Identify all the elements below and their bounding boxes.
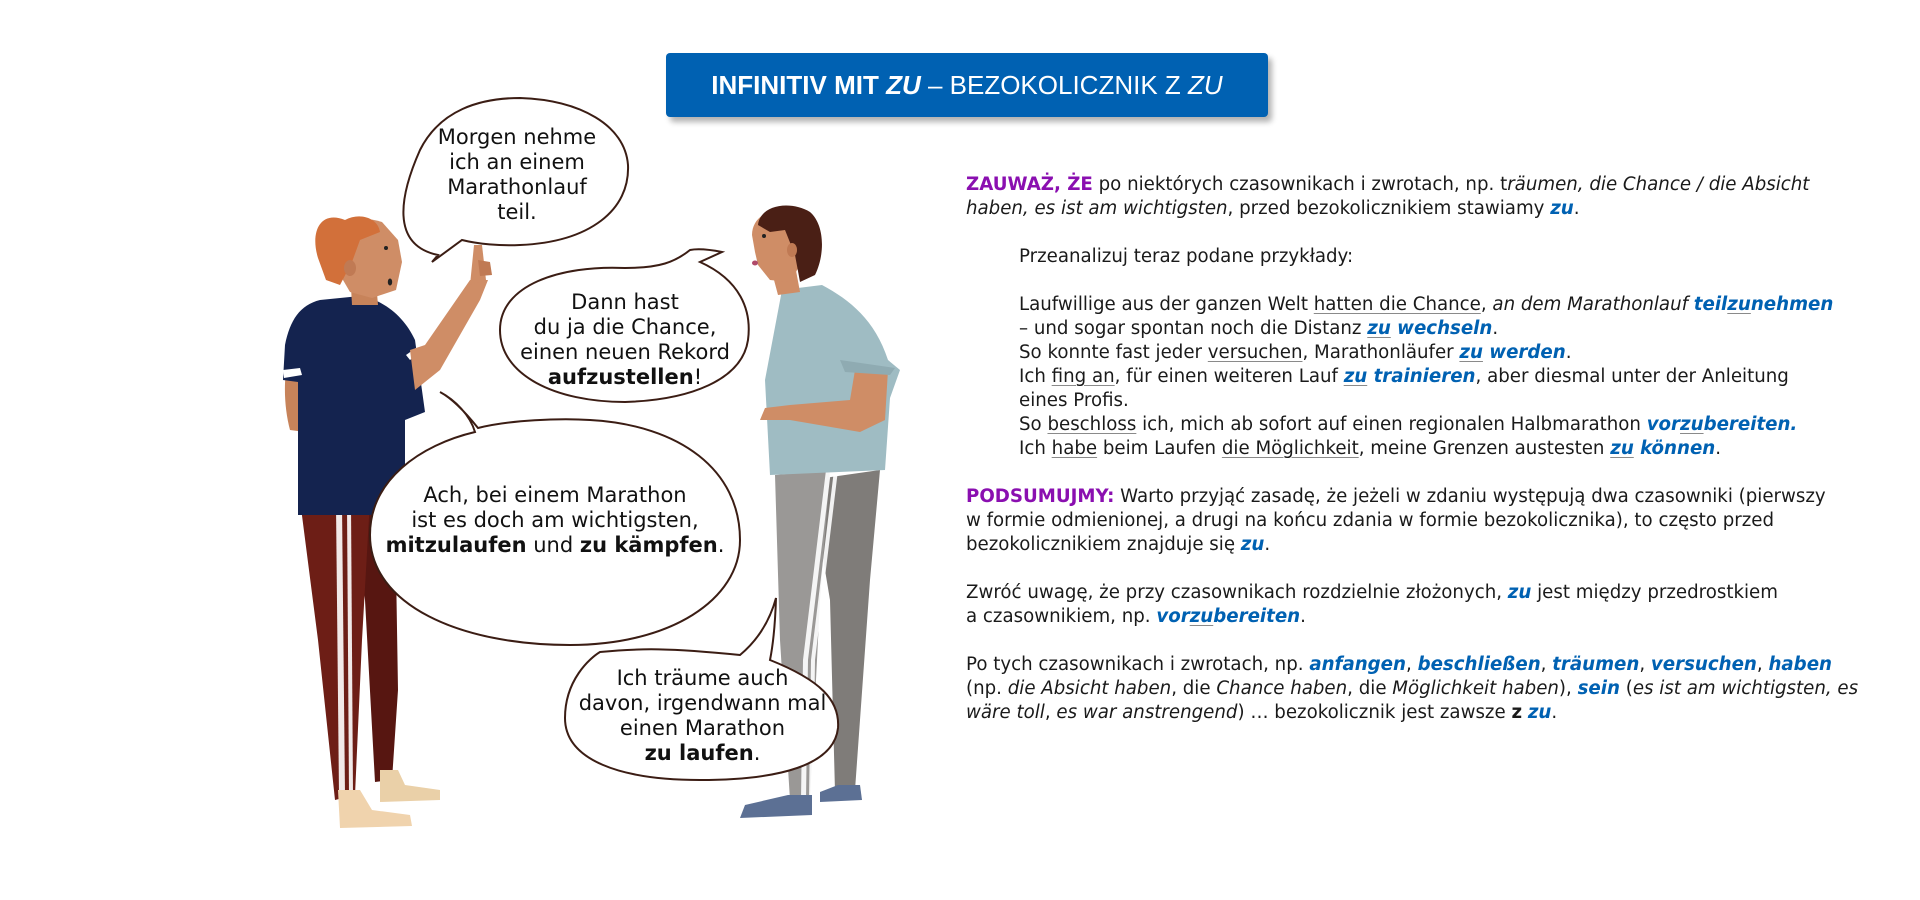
text-run: , (1639, 654, 1651, 675)
instruction-paragraph (966, 245, 1846, 269)
zu-particle: zu (1727, 294, 1751, 315)
text-run: . (1264, 534, 1271, 555)
text-run: Po tych czasownikach i zwrotach, np. (966, 654, 1310, 675)
underlined-verb: hatten die Chance (1313, 294, 1481, 315)
infinitive-highlight: sein (1577, 678, 1620, 699)
speech-bubble-2 (505, 282, 745, 397)
separable-verbs-paragraph (966, 581, 1846, 629)
bubble-line (520, 340, 730, 365)
italic-phrase: Chance haben (1216, 678, 1348, 699)
infinitive-highlight: wechseln (1390, 318, 1493, 339)
text-run: a czasownikiem, np. (966, 606, 1157, 627)
text-run: , aber diesmal unter der Anleitung (1475, 366, 1789, 387)
text-run: So konnte fast jeder (1019, 342, 1208, 363)
text-run: po niektórych czasownikach i zwrotach, np. t (1092, 174, 1508, 195)
bubble-text: ist es doch am wichtigsten, (411, 507, 699, 532)
text-line (1019, 389, 1846, 413)
text-run: ) … bezokolicznik jest zawsze (1237, 702, 1512, 723)
text-line (1019, 293, 1846, 317)
text-run: Przeanalizuj teraz podane przykłady: (1019, 246, 1354, 267)
infinitive-highlight: träumen (1552, 654, 1640, 675)
text-line (966, 677, 1859, 701)
text-run: Laufwillige aus der ganzen Welt (1019, 294, 1314, 315)
text-run: , die (1171, 678, 1217, 699)
text-line (966, 533, 1846, 557)
text-line (966, 653, 1846, 677)
text-run: , (1480, 294, 1493, 315)
text-run: , przed bezokolicznikiem stawiamy (1227, 198, 1551, 219)
bubble-text: . (717, 532, 725, 557)
text-run: Zwróć uwagę, że przy czasownikach rozdzielnie złożonych, (966, 582, 1508, 603)
bubble-text: ich an einem (449, 150, 585, 174)
infinitive-highlight: zu (1527, 702, 1552, 723)
text-run: Warto przyjąć zasadę, że jeżeli w zdaniu występują dwa czasowniki (pierwszy (1114, 486, 1826, 507)
bubble-text: Morgen nehme (437, 125, 597, 149)
bubble-text: Marathonlauf (447, 175, 587, 199)
text-run: . (1573, 198, 1580, 219)
bubble-line (520, 315, 730, 340)
bubble-text: du ja die Chance, (533, 314, 717, 339)
text-line (966, 581, 1846, 605)
bubble-text: Ich träume auch (616, 665, 789, 690)
bubble-line (579, 741, 827, 766)
text-run: , (1405, 654, 1418, 675)
text-run: , (1044, 702, 1057, 723)
underlined-verb: beschloss (1047, 414, 1137, 435)
italic-phrase: räumen, die Chance / die Absicht (1507, 174, 1810, 195)
infinitive-highlight: vor (1646, 414, 1681, 435)
infinitive-highlight: zu (1240, 534, 1265, 555)
bubble-emphasis: zu laufen (644, 740, 754, 765)
bubble-line (386, 483, 725, 508)
bubble-text: ! (693, 364, 703, 389)
text-run: Ich (1019, 438, 1052, 459)
text-run: eines Profis. (1019, 390, 1129, 411)
text-run: ), (1558, 678, 1578, 699)
bubble-text: und (526, 532, 580, 557)
infinitive-highlight: bereiten (1213, 606, 1301, 627)
infinitive-highlight: bereiten. (1703, 414, 1798, 435)
infinitive-highlight: werden (1482, 342, 1566, 363)
bubble-line (520, 365, 730, 390)
bubble-4-text (579, 666, 827, 766)
bubble-2-text (520, 290, 730, 390)
text-line (966, 173, 1846, 197)
text-line (1019, 317, 1846, 341)
text-run: , Marathonläufer (1302, 342, 1460, 363)
text-line (1019, 341, 1846, 365)
title-part-bezokolicznik: – BEZOKOLICZNIK Z (920, 69, 1189, 100)
zu-particle: zu (1189, 606, 1214, 627)
highlight-label: ZAUWAŻ, ŻE (966, 174, 1093, 195)
text-run: . (1300, 606, 1306, 627)
infinitive-highlight: nehmen (1750, 294, 1834, 315)
infinitive-highlight: zu (1550, 198, 1574, 219)
bubble-line (520, 290, 730, 315)
bubble-line (386, 508, 725, 533)
bubble-line (438, 125, 596, 150)
explanation-text (966, 173, 1859, 749)
text-line (966, 509, 1846, 533)
italic-phrase: Möglichkeit haben (1392, 678, 1559, 699)
infinitive-highlight: anfangen (1309, 654, 1406, 675)
italic-phrase: es ist am wichtigsten, es (1632, 678, 1859, 699)
text-line (966, 701, 1846, 725)
bubble-line (438, 175, 596, 200)
bubble-text: davon, irgendwann mal (578, 690, 827, 715)
underlined-verb: fing an (1051, 366, 1115, 387)
zu-particle: zu (1459, 342, 1483, 363)
text-run: Ich (1019, 366, 1052, 387)
text-run: . (1565, 342, 1572, 363)
text-run: beim Laufen (1097, 438, 1222, 459)
text-line (1019, 413, 1846, 437)
italic-phrase: es war anstrengend (1056, 702, 1238, 723)
note-paragraph (966, 173, 1846, 221)
speech-bubble-3 (375, 470, 735, 570)
text-run: w formie odmienionej, a drugi na końcu zdania w formie bezokolicznika), to często przed (966, 510, 1775, 531)
bubble-text: einen neuen Rekord (520, 339, 730, 364)
underlined-verb: die Möglichkeit (1221, 438, 1359, 459)
bubble-3-text (386, 483, 725, 558)
infinitive-highlight: teil (1693, 294, 1728, 315)
text-run: – und sogar spontan noch die Distanz (1019, 318, 1368, 339)
infinitive-highlight: trainieren (1367, 366, 1476, 387)
italic-phrase: an dem Marathonlauf (1492, 294, 1694, 315)
bold-text: z (1511, 702, 1523, 723)
bubble-line (438, 150, 596, 175)
bubble-text: Dann hast (571, 289, 679, 314)
text-run: ( (1619, 678, 1633, 699)
text-line (1019, 245, 1846, 269)
bubble-emphasis: mitzulaufen (385, 532, 527, 557)
bubble-line (386, 533, 725, 558)
highlight-label: PODSUMUJMY: (966, 486, 1115, 507)
text-run: jest między przedrostkiem (1531, 582, 1778, 603)
text-run: , (1756, 654, 1769, 675)
bubble-line (579, 666, 827, 691)
infinitive-highlight: können (1633, 438, 1716, 459)
text-run: . (1492, 318, 1499, 339)
underlined-verb: versuchen (1207, 342, 1303, 363)
bubble-line (438, 200, 596, 225)
text-run: , meine Grenzen austesten (1358, 438, 1611, 459)
zu-particle: zu (1367, 318, 1391, 339)
dialogue-illustration (0, 0, 940, 900)
text-line (966, 485, 1846, 509)
text-line (966, 197, 1846, 221)
text-run: So (1019, 414, 1048, 435)
speech-bubble-1 (412, 115, 622, 235)
text-run: ich, mich ab sofort auf einen regionalen Halbmarathon (1136, 414, 1647, 435)
infinitive-highlight: versuchen (1650, 654, 1757, 675)
text-line (1019, 365, 1846, 389)
text-run: . (1715, 438, 1722, 459)
bubble-text: einen Marathon (619, 715, 786, 740)
bubble-text: . (753, 740, 761, 765)
bubble-emphasis: zu kämpfen (579, 532, 718, 557)
text-run: . (1551, 702, 1558, 723)
infinitive-highlight: haben (1768, 654, 1832, 675)
text-run: , (1540, 654, 1553, 675)
zu-particle: zu (1343, 366, 1368, 387)
bubble-line (579, 716, 827, 741)
infinitive-highlight: zu (1507, 582, 1532, 603)
verbs-list-paragraph (966, 653, 1859, 725)
underlined-verb: habe (1051, 438, 1098, 459)
zu-particle: zu (1610, 438, 1634, 459)
infinitive-highlight: vor (1156, 606, 1190, 627)
zu-particle: zu (1680, 414, 1704, 435)
italic-phrase: die Absicht haben (1007, 678, 1172, 699)
italic-phrase: haben, es ist am wichtigsten (966, 198, 1228, 219)
title-part-infinitiv: INFINITIV MIT (711, 69, 887, 100)
text-line (1019, 437, 1846, 461)
title-part-zu: ZU (886, 69, 921, 100)
examples-list (966, 293, 1846, 461)
infinitive-highlight: beschließen (1417, 654, 1541, 675)
bubble-emphasis: aufzustellen (547, 364, 694, 389)
bubble-text: teil. (497, 200, 537, 224)
text-run: bezokolicznikiem znajduje się (966, 534, 1241, 555)
bubble-line (579, 691, 827, 716)
summary-paragraph (966, 485, 1846, 557)
text-run: , die (1347, 678, 1393, 699)
text-line (966, 605, 1846, 629)
title-part-zu-polish: ZU (1188, 69, 1223, 100)
speech-bubble-4 (570, 658, 835, 773)
bubble-1-text (438, 125, 596, 225)
bubble-text: Ach, bei einem Marathon (423, 482, 687, 507)
italic-phrase: wäre toll (966, 702, 1045, 723)
text-run: (np. (966, 678, 1008, 699)
text-run: , für einen weiteren Lauf (1114, 366, 1344, 387)
